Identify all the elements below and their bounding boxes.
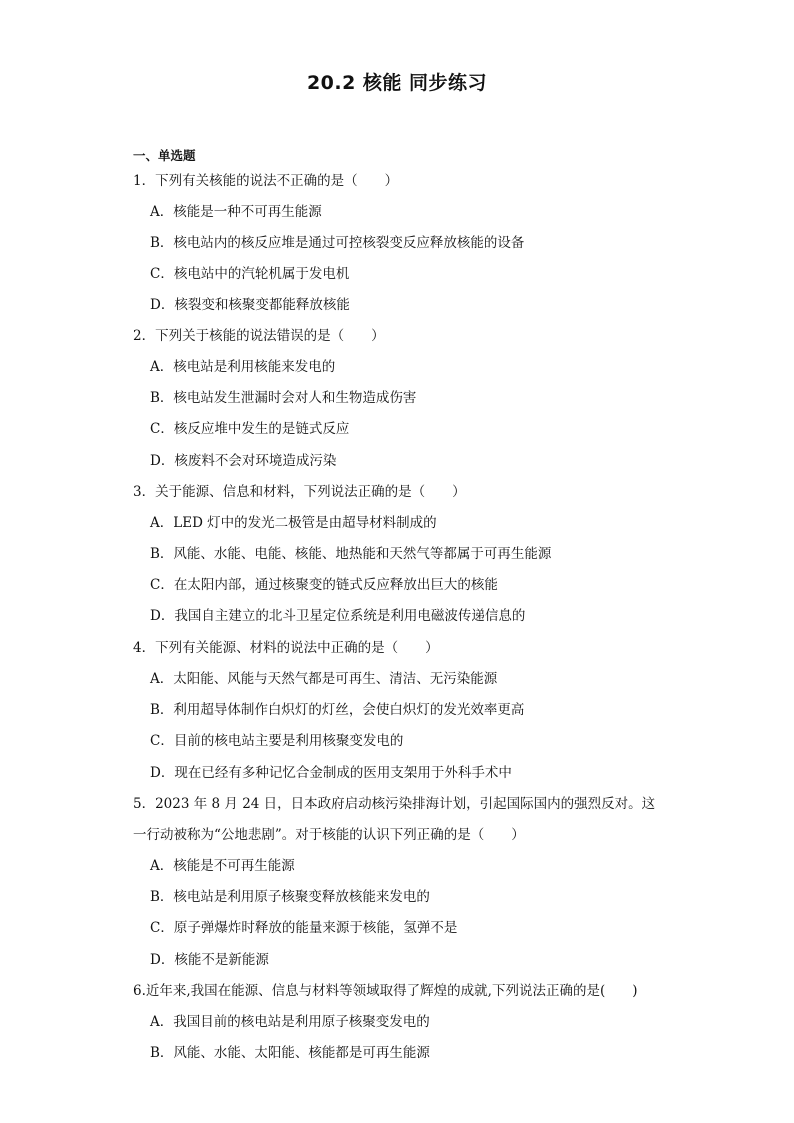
question-6-option-b: B．风能、水能、太阳能、核能都是可再生能源	[150, 1045, 430, 1061]
question-1-stem: 1．下列有关核能的说法不正确的是（ ）	[133, 173, 399, 189]
question-1-option-a: A．核能是一种不可再生能源	[150, 204, 322, 220]
question-5-option-c: C．原子弹爆炸时释放的能量来源于核能，氢弹不是	[150, 920, 458, 936]
question-3-option-b: B．风能、水能、电能、核能、地热能和天然气等都属于可再生能源	[150, 546, 552, 562]
question-6-stem: 6.近年来,我国在能源、信息与材料等领域取得了辉煌的成就,下列说法正确的是( )	[133, 983, 638, 999]
question-6-option-a: A．我国目前的核电站是利用原子核聚变发电的	[150, 1014, 430, 1030]
question-4-option-b: B．利用超导体制作白炽灯的灯丝，会使白炽灯的发光效率更高	[150, 702, 525, 718]
question-3-option-d: D．我国自主建立的北斗卫星定位系统是利用电磁波传递信息的	[150, 608, 526, 624]
question-5-stem-line-1: 5．2023 年 8 月 24 日，日本政府启动核污染排海计划，引起国际国内的强烈反对。这	[133, 796, 656, 812]
question-4-option-c: C．目前的核电站主要是利用核聚变发电的	[150, 733, 404, 749]
page-title: 20.2 核能 同步练习	[306, 72, 488, 94]
question-2-stem: 2．下列关于核能的说法错误的是（ ）	[133, 328, 385, 344]
question-3-stem: 3．关于能源、信息和材料，下列说法正确的是（ ）	[133, 484, 466, 500]
question-1-option-b: B．核电站内的核反应堆是通过可控核裂变反应释放核能的设备	[150, 235, 525, 251]
question-2-option-d: D．核废料不会对环境造成污染	[150, 453, 337, 469]
question-5-option-a: A．核能是不可再生能源	[150, 858, 295, 874]
question-2-option-a: A．核电站是利用核能来发电的	[150, 359, 336, 375]
question-4-option-d: D．现在已经有多种记忆合金制成的医用支架用于外科手术中	[150, 765, 512, 781]
question-5-option-d: D．核能不是新能源	[150, 952, 269, 968]
section-heading: 一、单选题	[133, 148, 196, 163]
question-1-option-c: C．核电站中的汽轮机属于发电机	[150, 266, 350, 282]
question-3-option-a: A．LED 灯中的发光二极管是由超导材料制成的	[150, 515, 437, 531]
question-4-option-a: A．太阳能、风能与天然气都是可再生、清洁、无污染能源	[150, 671, 498, 687]
question-4-stem: 4．下列有关能源、材料的说法中正确的是（ ）	[133, 640, 439, 656]
question-3-option-c: C．在太阳内部，通过核聚变的链式反应释放出巨大的核能	[150, 577, 498, 593]
question-1-option-d: D．核裂变和核聚变都能释放核能	[150, 297, 350, 313]
question-5-option-b: B．核电站是利用原子核聚变释放核能来发电的	[150, 889, 430, 905]
question-5-stem-line-2: 一行动被称为“公地悲剧”。对于核能的认识下列正确的是（ ）	[133, 827, 525, 843]
question-2-option-c: C．核反应堆中发生的是链式反应	[150, 421, 350, 437]
question-2-option-b: B．核电站发生泄漏时会对人和生物造成伤害	[150, 390, 417, 406]
